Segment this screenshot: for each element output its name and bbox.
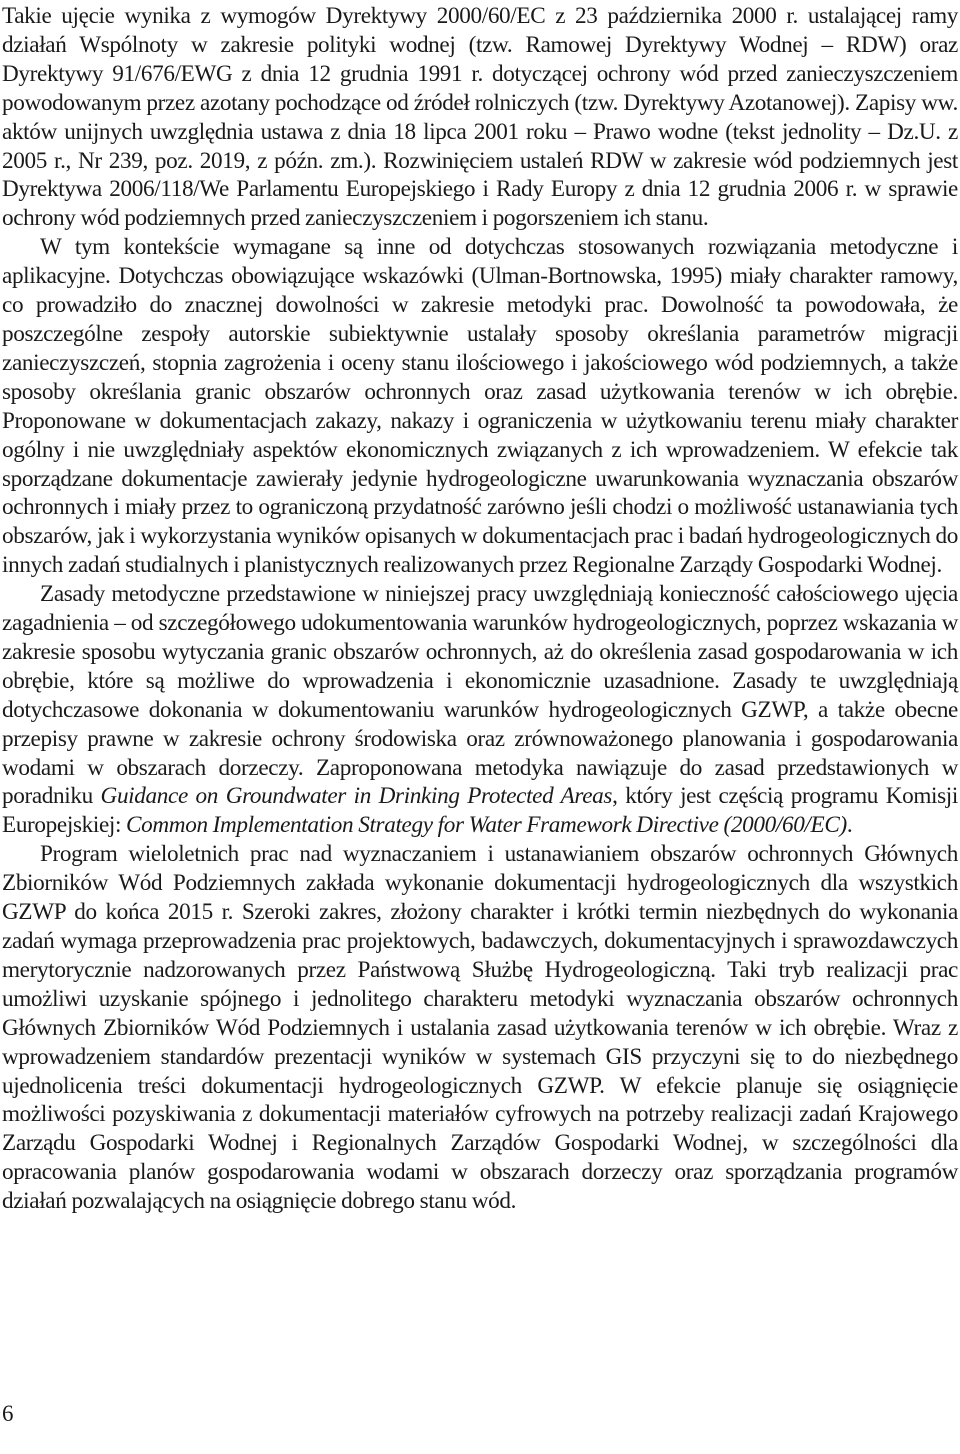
- paragraph-4: [2, 840, 958, 1216]
- italic-text-run: Common Implementation Strategy for Water Framework Directive (2000/60/EC): [126, 812, 847, 839]
- text-run: .: [846, 812, 853, 839]
- text-run: , który jest częścią programu Komisji Europejskiej:: [2, 783, 958, 839]
- text-run: Program wieloletnich prac nad wyznaczaniem i ustanawianiem obszarów ochronnych Głównych Zbiorników Wód Podziemnych zakłada wykonanie dokumentacji hydrogeologicznych dla wszystkich GZWP do końca 2015 r. Szeroki zakres, złożony charakter i krótki termin niezbędnych do wykonania zadań wymaga przeprowadzenia prac projektowych, badawczych, dokumentacyjnych i sprawozdawczych merytorycznie nadzorowanych przez Państwową Służbę Hydrogeologiczną. Taki tryb realizacji prac umożliwi uzyskanie spójnego i jednolitego charakteru metodyki wyznaczania obszarów ochronnych Głównych Zbiorników Wód Podziemnych i ustalania zasad użytkowania terenów w ich obrębie. Wraz z wprowadzeniem standardów prezentacji wyników w systemach GIS przyczyni się to do niezbędnego ujednolicenia treści dokumentacji hydrogeologicznych GZWP. W efekcie planuje się osiągnięcie możliwości pozyskiwania z dokumentacji materiałów cyfrowych na potrzeby realizacji zadań Krajowego Zarządu Gospodarki Wodnej i Regionalnych Zarządów Gospodarki Wodnej, w szczególności dla opracowania planów gospodarowania wodami w obszarach dorzeczy oraz sporządzania programów działań pozwalających na osiągnięcie dobrego stanu wód.: [2, 841, 958, 1215]
- text-run: Zasady metodyczne przedstawione w niniejszej pracy uwzględniają konieczność całościowego ujęcia zagadnienia – od szczegółowego udokumentowania warunków hydrogeologicznych, poprzez wskazania w zakresie sposobu wytyczania granic obszarów ochronnych, aż do określenia zasad gospodarowania w ich obrębie, które są możliwe do wprowadzenia i ekonomicznie uzasadnione. Zasady te uwzględniają dotychczasowe dokonania w dokumentowaniu warunków hydrogeologicznych GZWP, a także obecne przepisy prawne w zakresie ochrony środowiska oraz zrównoważonego planowania i gospodarowania wodami w obszarach dorzeczy. Zaproponowana metodyka nawiązuje do zasad przedstawionych w poradniku: [2, 581, 958, 810]
- paragraph-1: [2, 2, 958, 233]
- text-run: W tym kontekście wymagane są inne od dotychczas stosowanych rozwiązania metodyczne i aplikacyjne. Dotychczas obowiązujące wskazówki (Ulman-Bortnowska, 1995) miały charakter ramowy, co prowadziło do znacznej dowolności w zakresie metodyki prac. Dowolność ta powodowała, że poszczególne zespoły autorskie subiektywnie ustalały sposoby określania parametrów migracji zanieczyszczeń, stopnia zagrożenia i oceny stanu ilościowego i jakościowego wód podziemnych, a także sposoby określania granic obszarów ochronnych oraz zasad użytkowania terenów w ich obrębie. Proponowane w dokumentacjach zakazy, nakazy i ograniczenia w użytkowaniu terenu miały charakter ogólny i nie uwzględniały aspektów ekonomicznych związanych z ich wprowadzeniem. W efekcie tak sporządzane dokumentacje zawierały jedynie hydrogeologiczne uwarunkowania wyznaczania obszarów ochronnych i miały przez to ograniczoną przydatność zarówno jeśli chodzi o możliwość ustanawiania tych obszarów, jak i wykorzystania wyników opisanych w dokumentacjach prac i badań hydrogeologicznych do innych zadań studialnych i planistycznych realizowanych przez Regionalne Zarządy Gospodarki Wodnej.: [2, 234, 958, 579]
- page-number: 6: [2, 1401, 14, 1426]
- paragraph-2: [2, 233, 958, 580]
- body-text: [2, 2, 958, 1216]
- italic-text-run: Guidance on Groundwater in Drinking Protected Areas: [100, 783, 613, 810]
- text-run: Takie ujęcie wynika z wymogów Dyrektywy 2000/60/EC z 23 października 2000 r. ustalającej ramy działań Wspólnoty w zakresie polityki wodnej (tzw. Ramowej Dyrektywy Wodnej – RDW) oraz Dyrektywy 91/676/EWG z dnia 12 grudnia 1991 r. dotyczącej ochrony wód przed zanieczyszczeniem powodowanym przez azotany pochodzące od źródeł rolniczych (tzw. Dyrektywy Azotanowej). Zapisy ww. aktów unijnych uwzględnia ustawa z dnia 18 lipca 2001 roku – Prawo wodne (tekst jednolity – Dz.U. z 2005 r., Nr 239, poz. 2019, z późn. zm.). Rozwinięciem ustaleń RDW w zakresie wód podziemnych jest Dyrektywa 2006/118/We Parlamentu Europejskiego i Rady Europy z dnia 12 grudnia 2006 r. w sprawie ochrony wód podziemnych przed zanieczyszczeniem i pogorszeniem ich stanu.: [2, 3, 958, 232]
- paragraph-3: [2, 580, 958, 840]
